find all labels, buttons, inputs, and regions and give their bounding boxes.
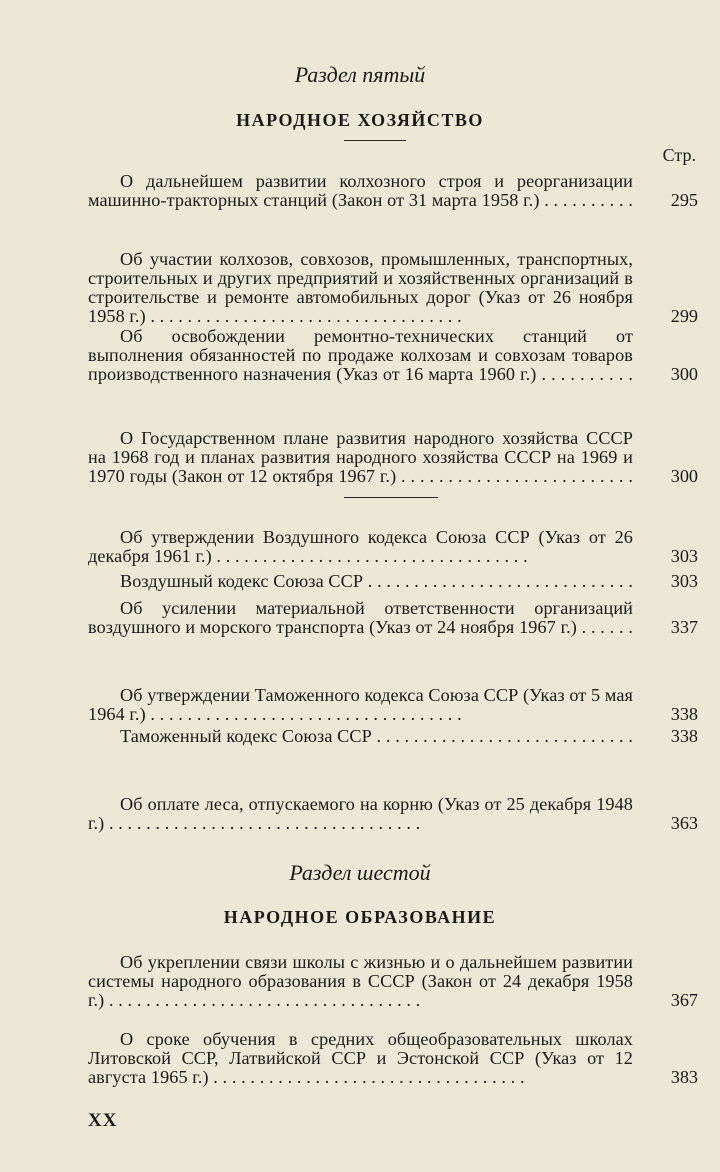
toc-entry[interactable] bbox=[88, 686, 698, 724]
section5-divider bbox=[344, 140, 406, 141]
toc-entry[interactable] bbox=[88, 1030, 698, 1087]
section6-title: Раздел шестой bbox=[289, 860, 431, 885]
toc-entry-page: 303 bbox=[670, 571, 698, 591]
toc-entry-text: О дальнейшем развитии колхозного строя и реорганизации машинно-тракторных станций (Закон от 31 марта 1958 г.) . . . bbox=[88, 172, 633, 210]
toc-entry-page: 367 bbox=[670, 990, 698, 1010]
toc-entry-text: Воздушный кодекс Союза ССР . . . bbox=[88, 572, 633, 591]
toc-entry-page: 300 bbox=[670, 364, 698, 384]
toc-entry-text: Об освобождении ремонтно-технических станций от выполнения обязанностей по продаже колхозам и совхозам товаров производственного назначения (Указ от 16 марта 1960 г.) . . . bbox=[88, 327, 633, 384]
section5-heading: НАРОДНОЕ ХОЗЯЙСТВО bbox=[236, 110, 484, 130]
toc-entry-page: 338 bbox=[670, 704, 698, 724]
toc-entry-page: 338 bbox=[670, 726, 698, 746]
toc-entry-text: Об укреплении связи школы с жизнью и о дальнейшем развитии системы народного образования в СССР (Закон от 24 декабря 1958 г.) . . . bbox=[88, 953, 633, 1010]
toc-entry-page: 303 bbox=[670, 546, 698, 566]
page-footer-roman-numeral: XX bbox=[88, 1110, 118, 1131]
toc-entry[interactable] bbox=[88, 572, 698, 591]
toc-entry[interactable] bbox=[88, 429, 698, 486]
toc-entry[interactable] bbox=[88, 795, 698, 833]
toc-entry-text: Об утверждении Таможенного кодекса Союза ССР (Указ от 5 мая 1964 г.) . . . bbox=[88, 686, 633, 724]
toc-entry[interactable] bbox=[88, 953, 698, 1010]
toc-entry-text: Об участии колхозов, совхозов, промышленных, транспортных, строительных и других предприятий и хозяйственных организаций в строительстве и ремонте автомобильных дорог (Указ от 26 ноября 1958 г.) . . . bbox=[88, 250, 633, 326]
toc-entry-text: Об утверждении Воздушного кодекса Союза ССР (Указ от 26 декабря 1961 г.) . . . bbox=[88, 528, 633, 566]
section5-title: Раздел пятый bbox=[294, 62, 426, 87]
toc-entry-page: 300 bbox=[670, 466, 698, 486]
toc-entry[interactable] bbox=[88, 599, 698, 637]
toc-entry-text: Об усилении материальной ответственности организаций воздушного и морского транспорта (Указ от 24 ноября 1967 г.) . . . bbox=[88, 599, 633, 637]
toc-entry-text: Об оплате леса, отпускаемого на корню (Указ от 25 декабря 1948 г.) . . . bbox=[88, 795, 633, 833]
toc-entry-text: О сроке обучения в средних общеобразовательных школах Литовской ССР, Латвийской ССР и Эстонской ССР (Указ от 12 августа 1965 г.) . . . bbox=[88, 1030, 633, 1087]
toc-entry-text: О Государственном плане развития народного хозяйства СССР на 1968 год и планах развития народного хозяйства СССР на 1969 и 1970 годы (Закон от 12 октября 1967 г.) . . . bbox=[88, 429, 633, 486]
page-column-label: Стр. bbox=[662, 145, 696, 165]
toc-entry[interactable] bbox=[88, 327, 698, 384]
toc-entry-page: 383 bbox=[670, 1067, 698, 1087]
toc-entry-page: 363 bbox=[670, 813, 698, 833]
toc-entry-page: 337 bbox=[670, 617, 698, 637]
toc-entry-page: 299 bbox=[670, 306, 698, 326]
toc-entry[interactable] bbox=[88, 727, 698, 746]
toc-entry-text: Таможенный кодекс Союза ССР . . . bbox=[88, 727, 633, 746]
divider-rule bbox=[344, 497, 438, 498]
toc-entry[interactable] bbox=[88, 528, 698, 566]
toc-entry-page: 295 bbox=[670, 190, 698, 210]
toc-entry[interactable] bbox=[88, 250, 698, 326]
toc-entry[interactable] bbox=[88, 172, 698, 210]
section6-heading: НАРОДНОЕ ОБРАЗОВАНИЕ bbox=[223, 907, 497, 927]
